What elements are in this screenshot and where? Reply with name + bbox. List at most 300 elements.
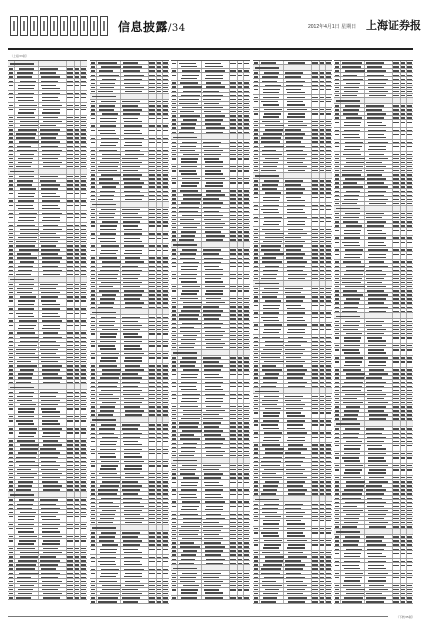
text-line	[100, 133, 116, 134]
text-line	[42, 436, 60, 437]
text-line	[149, 261, 155, 262]
text-line	[17, 292, 32, 293]
text-line	[122, 166, 140, 167]
table-cell-divider	[14, 244, 15, 247]
text-line	[17, 548, 35, 549]
table-cell-divider	[96, 124, 97, 127]
text-line	[43, 540, 60, 541]
table-cell-divider	[74, 492, 75, 497]
text-line	[75, 444, 79, 445]
table-cell-divider	[120, 104, 121, 107]
text-line	[157, 170, 161, 171]
table-cell-divider	[14, 447, 15, 450]
text-line	[75, 593, 79, 594]
text-line	[157, 150, 161, 151]
table-cell-divider	[96, 277, 97, 280]
text-line	[91, 321, 95, 322]
table-cell-divider	[14, 283, 15, 286]
text-line	[81, 396, 86, 397]
text-line	[67, 213, 73, 214]
text-line	[75, 416, 79, 417]
text-line	[75, 540, 79, 541]
text-line	[67, 440, 73, 441]
table-cell-divider	[14, 439, 15, 442]
text-line	[163, 245, 168, 246]
text-line	[75, 320, 79, 321]
table-cell-divider	[96, 297, 97, 300]
table-cell-divider	[38, 439, 39, 442]
text-line	[75, 377, 79, 378]
text-line	[81, 72, 86, 73]
text-line	[81, 540, 86, 541]
text-line	[163, 329, 168, 330]
table-cell-divider	[14, 128, 15, 131]
text-line	[9, 382, 13, 383]
text-line	[157, 182, 161, 183]
text-line	[9, 292, 13, 293]
text-line	[75, 76, 79, 77]
text-line	[9, 274, 13, 275]
text-line	[124, 145, 142, 146]
text-line	[43, 552, 62, 553]
table-cell-divider	[38, 91, 39, 94]
table-cell-divider	[14, 183, 15, 186]
table-cell-divider	[14, 407, 15, 414]
text-line	[100, 225, 117, 226]
text-line	[67, 504, 73, 505]
text-line	[43, 444, 62, 445]
table-cell-divider	[80, 277, 81, 282]
table-cell-divider	[120, 140, 121, 147]
text-line	[9, 540, 13, 541]
text-line	[102, 79, 116, 80]
text-line	[16, 313, 33, 314]
table-cell-divider	[14, 103, 15, 106]
text-line	[149, 341, 155, 342]
text-line	[67, 548, 73, 549]
text-line	[19, 320, 37, 321]
text-line	[67, 465, 73, 466]
text-line	[149, 162, 155, 163]
text-line	[91, 170, 95, 171]
text-line	[19, 357, 39, 358]
text-line	[20, 154, 34, 155]
text-line	[163, 238, 168, 239]
text-line	[124, 298, 140, 299]
text-line	[9, 93, 13, 94]
text-line	[91, 83, 95, 84]
text-line	[81, 225, 86, 226]
text-line	[122, 213, 138, 214]
text-line	[81, 341, 86, 342]
text-line	[43, 166, 60, 167]
text-line	[9, 241, 13, 242]
text-line	[75, 193, 79, 194]
text-line	[67, 392, 73, 393]
text-line	[43, 593, 62, 594]
table-cell-divider	[96, 90, 97, 93]
table-cell-divider	[38, 157, 39, 160]
text-line	[100, 162, 119, 163]
text-line	[91, 109, 95, 110]
text-line	[9, 150, 13, 151]
text-line	[67, 564, 73, 565]
text-line	[9, 337, 13, 338]
text-line	[67, 72, 73, 73]
text-line	[40, 392, 58, 393]
table-cell-divider	[38, 468, 39, 471]
table-cell-divider	[162, 94, 163, 99]
table-cell-divider	[38, 579, 39, 582]
text-line	[81, 581, 86, 582]
table-cell-divider	[38, 260, 39, 263]
table-cell-divider	[14, 175, 15, 178]
table-cell-divider	[38, 277, 39, 282]
text-line	[75, 461, 79, 462]
text-line	[43, 270, 62, 271]
text-line	[42, 411, 60, 412]
table-cell-divider	[38, 299, 39, 306]
text-line	[102, 113, 118, 114]
text-line	[41, 81, 58, 82]
text-line	[157, 178, 161, 179]
text-line	[100, 195, 114, 196]
text-line	[91, 257, 95, 258]
table-cell-divider	[14, 468, 15, 471]
text-line	[81, 105, 86, 106]
text-line	[42, 519, 60, 520]
text-line	[18, 200, 34, 201]
text-line	[157, 302, 161, 303]
text-line	[67, 481, 73, 482]
text-line	[149, 191, 155, 192]
text-line	[9, 225, 13, 226]
table-cell-divider	[38, 175, 39, 178]
text-line	[100, 145, 116, 146]
text-line	[163, 307, 168, 308]
text-line	[42, 589, 58, 590]
text-line	[98, 307, 113, 308]
text-line	[43, 229, 62, 230]
text-line	[163, 150, 168, 151]
table-cell-divider	[38, 484, 39, 487]
table-cell-divider	[96, 177, 97, 180]
text-line	[101, 209, 116, 210]
section-heading-line	[10, 387, 34, 388]
table-cell-divider	[14, 394, 15, 397]
text-line	[123, 174, 142, 175]
text-line	[100, 336, 116, 337]
text-line	[91, 221, 95, 222]
table-cell-divider	[96, 165, 97, 168]
text-line	[9, 408, 13, 409]
table-cell-divider	[14, 335, 15, 338]
text-line	[67, 332, 73, 333]
text-line	[9, 81, 13, 82]
text-line	[81, 536, 86, 537]
text-line	[122, 158, 138, 159]
text-line	[163, 213, 168, 214]
text-line	[9, 361, 13, 362]
text-line	[123, 62, 138, 63]
text-line	[9, 349, 13, 350]
text-line	[157, 233, 161, 234]
table-cell-divider	[120, 264, 121, 267]
text-line	[124, 336, 142, 337]
text-line	[67, 284, 73, 285]
text-line	[17, 180, 33, 181]
table-cell-divider	[38, 584, 39, 587]
table-cell-divider	[120, 148, 121, 151]
text-line	[157, 166, 161, 167]
table-cell-divider	[120, 157, 121, 160]
text-line	[67, 105, 73, 106]
text-line	[9, 85, 13, 86]
text-line	[67, 257, 73, 258]
text-line	[41, 404, 58, 405]
text-line	[67, 117, 73, 118]
text-line	[18, 220, 34, 221]
text-line	[157, 138, 161, 139]
table-cell-divider	[14, 331, 15, 334]
table-row	[90, 248, 169, 256]
table-cell-divider	[14, 390, 15, 393]
table-cell-divider	[38, 264, 39, 267]
text-line	[81, 524, 86, 525]
text-line	[91, 101, 95, 102]
text-line	[163, 290, 168, 291]
text-line	[91, 307, 95, 308]
text-line	[149, 209, 155, 210]
text-line	[163, 174, 168, 175]
table-cell-divider	[38, 169, 39, 174]
table-cell-divider	[14, 571, 15, 574]
table-cell-divider	[38, 488, 39, 491]
text-line	[67, 97, 73, 98]
text-line	[67, 180, 73, 181]
text-line	[100, 333, 117, 334]
text-line	[9, 332, 13, 333]
table-cell-divider	[14, 563, 15, 566]
text-line	[124, 345, 140, 346]
text-line	[122, 274, 140, 275]
text-line	[81, 568, 86, 569]
text-line	[122, 266, 138, 267]
text-line	[75, 382, 79, 383]
text-line	[123, 333, 138, 334]
text-line	[163, 225, 168, 226]
text-line	[42, 200, 60, 201]
text-line	[81, 485, 86, 486]
text-line	[40, 556, 56, 557]
text-line	[42, 154, 60, 155]
text-line	[100, 87, 114, 88]
table-cell-divider	[162, 309, 163, 314]
table-cell-divider	[120, 289, 121, 292]
table-cell-divider	[38, 199, 39, 202]
text-line	[101, 101, 116, 102]
text-line	[9, 365, 13, 366]
text-line	[18, 237, 37, 238]
text-line	[157, 274, 161, 275]
table-cell-divider	[14, 523, 15, 526]
table-cell-divider	[14, 596, 15, 599]
text-line	[75, 465, 79, 466]
table-cell-divider	[96, 268, 97, 271]
text-line	[75, 597, 79, 598]
text-line	[124, 125, 142, 126]
section-heading-line	[10, 63, 34, 64]
table-cell-divider	[74, 277, 75, 282]
text-line	[75, 184, 79, 185]
text-line	[16, 461, 35, 462]
text-line	[101, 174, 121, 175]
text-line	[75, 233, 79, 234]
text-line	[18, 316, 34, 317]
table-cell-divider	[38, 515, 39, 522]
text-line	[98, 238, 115, 239]
table-cell-divider	[38, 447, 39, 450]
text-line	[101, 317, 116, 318]
table-cell-divider	[96, 289, 97, 292]
text-line	[40, 504, 56, 505]
text-line	[41, 137, 56, 138]
text-line	[123, 66, 142, 67]
text-line	[163, 341, 168, 342]
text-line	[163, 130, 168, 131]
text-line	[20, 512, 36, 513]
text-line	[67, 448, 73, 449]
table-row	[90, 116, 169, 124]
text-line	[9, 154, 13, 155]
text-line	[67, 345, 73, 346]
text-line	[163, 105, 168, 106]
text-line	[9, 200, 13, 201]
text-line	[67, 400, 73, 401]
table-cell-divider	[14, 136, 15, 139]
text-line	[124, 360, 142, 361]
table-cell-divider	[38, 179, 39, 182]
table-cell-divider	[96, 248, 97, 255]
text-line	[75, 524, 79, 525]
text-line	[20, 444, 39, 445]
text-line	[81, 597, 86, 598]
table-cell-divider	[120, 177, 121, 180]
text-line	[67, 469, 73, 470]
text-line	[75, 176, 79, 177]
table-cell-divider	[14, 579, 15, 582]
text-line	[42, 261, 60, 262]
text-line	[67, 524, 73, 525]
text-line	[17, 225, 35, 226]
table-cell-divider	[14, 588, 15, 591]
text-line	[99, 257, 117, 258]
table-cell-divider	[14, 260, 15, 263]
text-line	[18, 452, 37, 453]
text-line	[81, 270, 86, 271]
text-line	[67, 184, 73, 185]
text-line	[81, 274, 86, 275]
text-line	[16, 137, 35, 138]
text-line	[123, 178, 140, 179]
table-cell-divider	[38, 431, 39, 438]
text-line	[40, 448, 56, 449]
text-line	[75, 154, 79, 155]
text-line	[18, 531, 34, 532]
table-cell-divider	[120, 301, 121, 304]
text-line	[81, 400, 86, 401]
table-cell-divider	[14, 140, 15, 143]
text-line	[40, 180, 56, 181]
text-line	[19, 105, 37, 106]
text-line	[81, 150, 86, 151]
text-line	[18, 593, 32, 594]
text-line	[9, 528, 13, 529]
table-cell-divider	[14, 307, 15, 310]
text-line	[9, 233, 13, 234]
table-cell-divider	[14, 399, 15, 402]
table-cell-divider	[14, 187, 15, 190]
text-line	[9, 560, 13, 561]
text-line	[149, 333, 155, 334]
text-line	[91, 274, 95, 275]
table-cell-divider	[96, 128, 97, 135]
text-line	[20, 341, 38, 342]
text-line	[67, 129, 73, 130]
text-line	[9, 72, 13, 73]
text-line	[98, 345, 115, 346]
text-line	[157, 317, 161, 318]
table-cell-divider	[120, 305, 121, 308]
text-line	[81, 477, 86, 478]
text-line	[123, 278, 138, 279]
text-line	[163, 166, 168, 167]
section-heading-line	[92, 96, 116, 97]
table-cell-divider	[120, 165, 121, 168]
text-line	[100, 253, 116, 254]
table-cell-divider	[74, 61, 75, 66]
text-line	[9, 377, 13, 378]
text-line	[149, 70, 155, 71]
text-line	[41, 296, 58, 297]
text-line	[81, 117, 86, 118]
wordmark-letter	[20, 16, 28, 36]
text-line	[149, 233, 155, 234]
text-line	[41, 408, 56, 409]
text-line	[124, 294, 142, 295]
text-line	[9, 308, 13, 309]
table-cell-divider	[96, 181, 97, 184]
text-line	[100, 348, 116, 349]
text-line	[102, 154, 121, 155]
table-cell-divider	[96, 285, 97, 288]
text-line	[67, 141, 73, 142]
text-line	[91, 245, 95, 246]
table-cell-divider	[38, 144, 39, 147]
text-line	[9, 213, 13, 214]
table-row	[8, 323, 87, 331]
text-line	[100, 360, 116, 361]
text-line	[43, 117, 58, 118]
table-cell-divider	[96, 281, 97, 284]
text-line	[16, 597, 31, 598]
text-line	[67, 229, 73, 230]
text-line	[18, 112, 34, 113]
text-line	[91, 66, 95, 67]
text-line	[9, 485, 13, 486]
text-line	[149, 142, 155, 143]
text-line	[75, 357, 79, 358]
